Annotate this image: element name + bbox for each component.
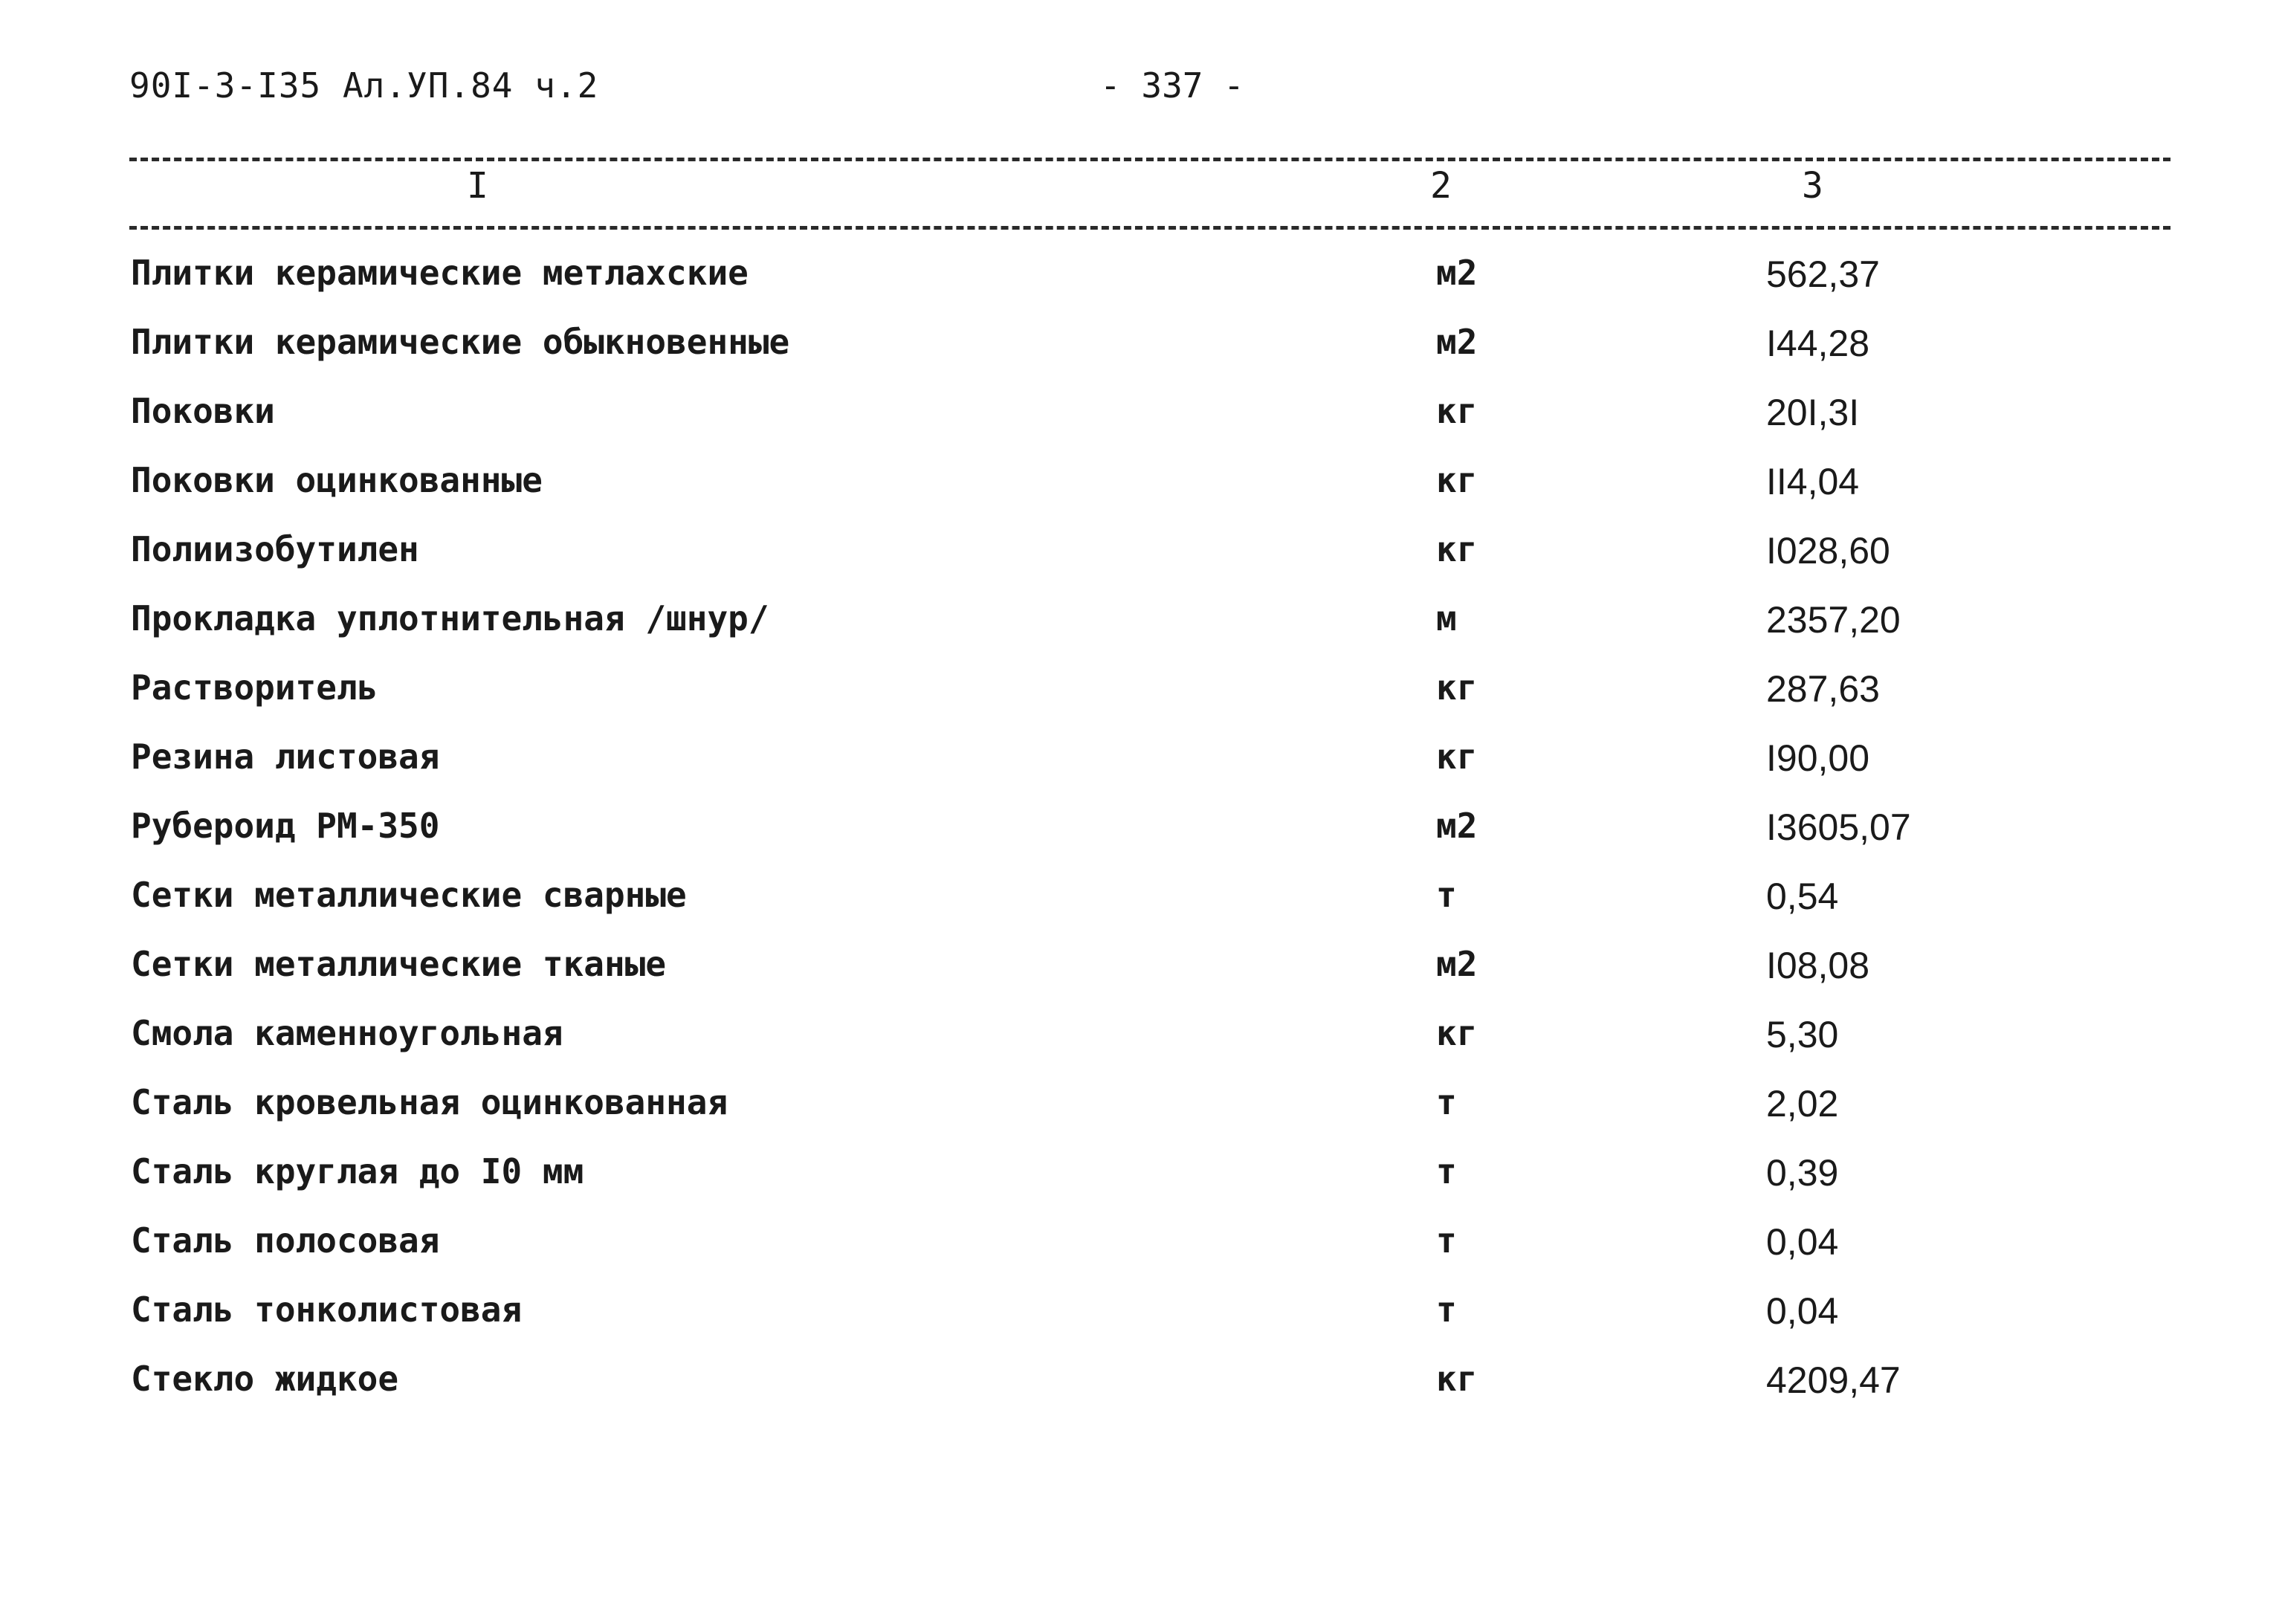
- document-code: 90I-3-I35 Ал.УП.84 ч.2: [129, 65, 599, 106]
- material-name: Сталь круглая до I0 мм: [131, 1151, 584, 1191]
- material-quantity: 0,39: [1766, 1152, 1839, 1194]
- material-name: Сетки металлические тканые: [131, 944, 667, 984]
- material-name: Сталь кровельная оцинкованная: [131, 1082, 728, 1122]
- table-row: [0, 391, 2282, 460]
- table-row: [0, 875, 2282, 944]
- material-quantity: II4,04: [1766, 461, 1860, 502]
- material-quantity: I08,08: [1766, 945, 1870, 986]
- table-row: [0, 460, 2282, 529]
- material-name: Стекло жидкое: [131, 1359, 399, 1399]
- material-name: Прокладка уплотнительная /шнур/: [131, 598, 769, 638]
- material-unit: кг: [1436, 529, 1478, 569]
- material-name: Поковки: [131, 391, 275, 431]
- material-quantity: 562,37: [1766, 253, 1880, 295]
- material-name: Растворитель: [131, 667, 378, 708]
- material-unit: м2: [1436, 944, 1478, 984]
- material-quantity: 0,04: [1766, 1221, 1839, 1263]
- material-quantity: 287,63: [1766, 668, 1880, 710]
- material-name: Плитки керамические обыкновенные: [131, 322, 790, 362]
- material-name: Полиизобутилен: [131, 529, 419, 569]
- material-quantity: 2357,20: [1766, 599, 1901, 641]
- material-unit: т: [1436, 875, 1457, 915]
- material-name: Плитки керамические метлахские: [131, 253, 749, 293]
- table-row: [0, 1359, 2282, 1428]
- material-quantity: 2,02: [1766, 1083, 1839, 1125]
- material-name: Резина листовая: [131, 737, 440, 777]
- material-quantity: I90,00: [1766, 737, 1870, 779]
- material-unit: кг: [1436, 1013, 1478, 1053]
- material-unit: т: [1436, 1082, 1457, 1122]
- material-quantity: 4209,47: [1766, 1359, 1901, 1401]
- table-row: [0, 529, 2282, 598]
- material-quantity: I44,28: [1766, 323, 1870, 364]
- material-name: Сталь тонколистовая: [131, 1290, 523, 1330]
- page-number: - 337 -: [1100, 65, 1244, 106]
- material-name: Поковки оцинкованные: [131, 460, 543, 500]
- material-quantity: 5,30: [1766, 1014, 1839, 1055]
- table-row: [0, 1082, 2282, 1151]
- table-row: [0, 1220, 2282, 1290]
- material-name: Сталь полосовая: [131, 1220, 440, 1261]
- material-quantity: I3605,07: [1766, 806, 1911, 848]
- table-row: [0, 1013, 2282, 1082]
- material-quantity: 0,54: [1766, 876, 1839, 917]
- table-row: [0, 737, 2282, 806]
- material-quantity: 0,04: [1766, 1290, 1839, 1332]
- material-unit: т: [1436, 1220, 1457, 1261]
- table-row: [0, 253, 2282, 322]
- table-header-rule: [129, 226, 2171, 230]
- material-unit: кг: [1436, 391, 1478, 431]
- material-unit: м2: [1436, 322, 1478, 362]
- material-unit: т: [1436, 1290, 1457, 1330]
- material-unit: кг: [1436, 737, 1478, 777]
- column-header-1: I: [467, 165, 488, 207]
- material-unit: м2: [1436, 253, 1478, 293]
- material-name: Сетки металлические сварные: [131, 875, 687, 915]
- table-row: [0, 322, 2282, 391]
- material-quantity: 20I,3I: [1766, 392, 1860, 433]
- materials-table: [0, 253, 2282, 1428]
- table-row: [0, 1290, 2282, 1359]
- table-row: [0, 1151, 2282, 1220]
- table-top-rule: [129, 158, 2171, 161]
- material-name: Смола каменноугольная: [131, 1013, 563, 1053]
- table-row: [0, 667, 2282, 737]
- material-unit: м: [1436, 598, 1457, 638]
- table-row: [0, 806, 2282, 875]
- material-unit: кг: [1436, 667, 1478, 708]
- table-row: [0, 598, 2282, 667]
- table-row: [0, 944, 2282, 1013]
- material-unit: кг: [1436, 460, 1478, 500]
- material-unit: кг: [1436, 1359, 1478, 1399]
- column-header-3: 3: [1802, 165, 1823, 207]
- material-unit: т: [1436, 1151, 1457, 1191]
- material-unit: м2: [1436, 806, 1478, 846]
- material-quantity: I028,60: [1766, 530, 1890, 572]
- material-name: Рубероид РМ-350: [131, 806, 440, 846]
- column-header-2: 2: [1430, 165, 1452, 207]
